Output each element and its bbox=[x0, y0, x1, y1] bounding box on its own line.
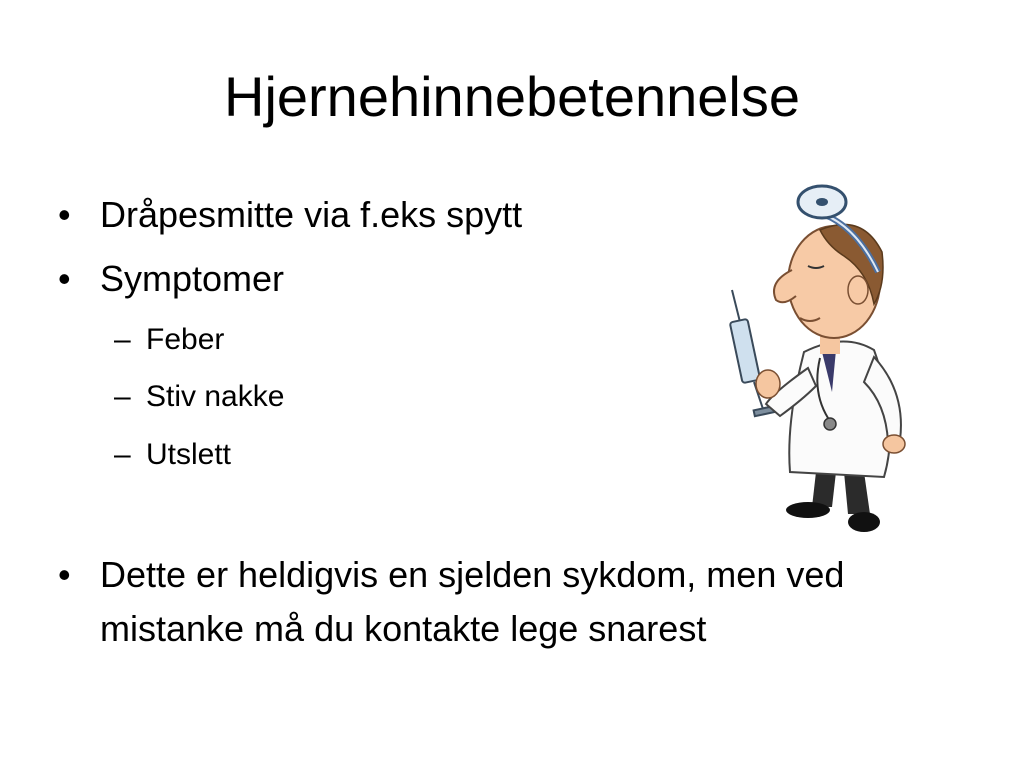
doctor-with-syringe-icon bbox=[724, 172, 924, 542]
bullet-text: Dråpesmitte via f.eks spytt bbox=[100, 194, 523, 235]
sub-bullet-text: Utslett bbox=[146, 438, 232, 471]
sub-bullet-marker: – bbox=[114, 380, 131, 413]
sub-bullet-text: Feber bbox=[146, 323, 225, 356]
sub-bullet-item bbox=[114, 317, 224, 363]
bullet-text: Dette er heldigvis en sjelden sykdom, men ved mistanke må du kontakte lege snarest bbox=[100, 554, 845, 649]
bullet-marker: • bbox=[58, 258, 71, 299]
sub-bullet-item bbox=[114, 374, 284, 420]
sub-bullet-text: Stiv nakke bbox=[146, 380, 285, 413]
sub-bullet-item bbox=[114, 432, 231, 478]
bullet-item bbox=[58, 548, 978, 656]
bullet-item bbox=[58, 188, 522, 242]
bullet-text: Symptomer bbox=[100, 258, 285, 299]
slide-title: Hjernehinnebetennelse bbox=[224, 65, 800, 128]
bullet-marker: • bbox=[58, 194, 71, 235]
sub-bullet-marker: – bbox=[114, 323, 131, 356]
bullet-marker: • bbox=[58, 554, 71, 595]
bullet-item bbox=[58, 252, 284, 306]
sub-bullet-marker: – bbox=[114, 438, 131, 471]
